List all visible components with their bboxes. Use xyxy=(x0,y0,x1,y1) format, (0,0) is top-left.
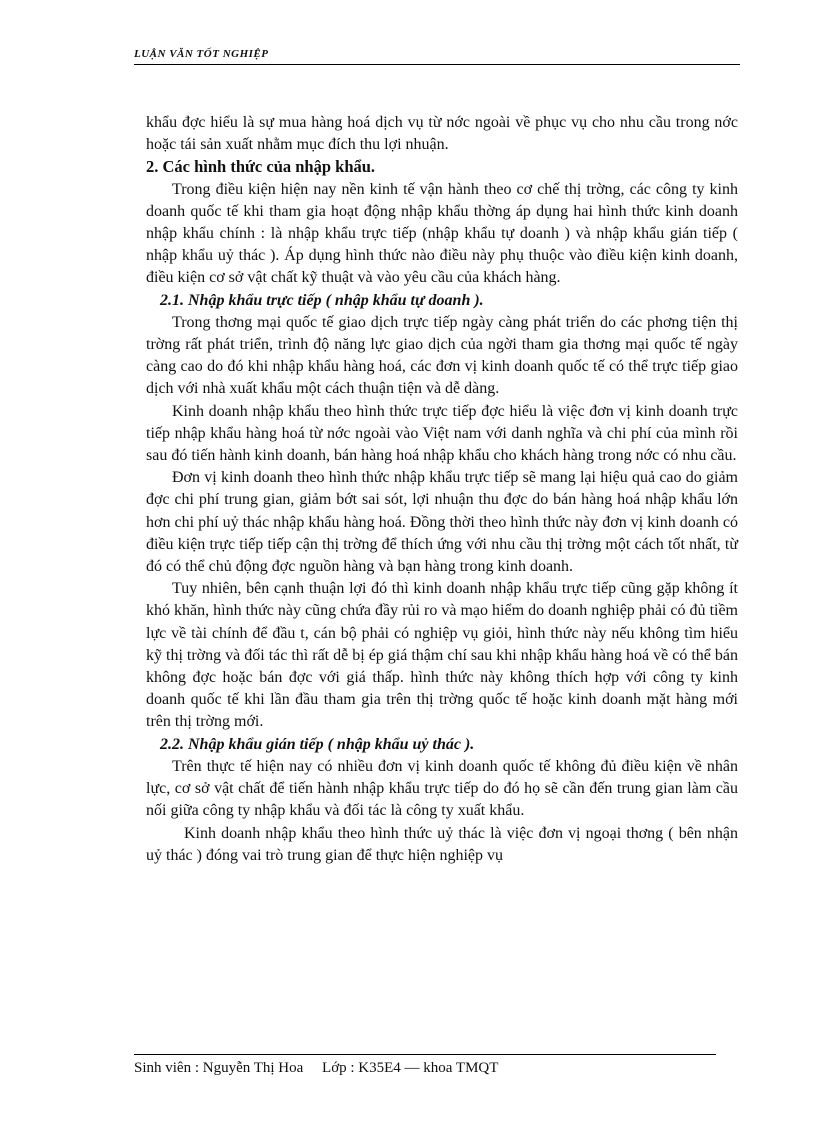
header-title: LUẬN VĂN TỐT NGHIỆP xyxy=(134,48,269,60)
paragraph-forms-intro: Trong điều kiện hiện nay nền kinh tế vận hành theo cơ chế thị trờng, các công ty kinh doanh quốc tế khi tham gia hoạt động nhập khẩu thờng áp dụng hai hình thức kinh doanh nhập khẩu chính : là nhập khẩu trực tiếp (nhập khẩu tự doanh ) và nhập khẩu gián tiếp ( nhập khẩu uỷ thác ). Áp dụng hình thức nào điều này phụ thuộc vào điều kiện kinh doanh, điều kiện cơ sở vật chất kỹ thuật và vào yêu cầu của khách hàng. xyxy=(146,180,738,287)
paragraph-direct-trade: Trong thơng mại quốc tế giao dịch trực tiếp ngày càng phát triển do các phơng tiện thị trờng rất phát triển, trình độ năng lực giao dịch của ngời tham gia thơng mại quốc tế ngày càng cao do đó khi nhập khẩu hàng hoá, các đơn vị kinh doanh quốc tế có thể trực tiếp giao dịch với nhà xuất khẩu một cách thuận tiện và dễ dàng. xyxy=(146,313,738,398)
paragraph-indirect-definition: Kinh doanh nhập khẩu theo hình thức uỷ thác là việc đơn vị ngoại thơng ( bên nhận uỷ thác ) đóng vai trò trung gian để thực hiện nghiệp vụ xyxy=(146,824,738,864)
paragraph-continuation: khẩu đợc hiểu là sự mua hàng hoá dịch vụ từ nớc ngoài về phục vụ cho nhu cầu trong nớc hoặc tái sản xuất nhằm mục đích thu lợi nhuận. xyxy=(146,114,738,154)
paragraph-direct-benefits: Đơn vị kinh doanh theo hình thức nhập khẩu trực tiếp sẽ mang lại hiệu quả cao do giảm đợc chi phí trung gian, giảm bớt sai sót, lợi nhuận thu đợc do bán hàng hoá nhập khẩu lớn hơn chi phí uỷ thác nhập khẩu hàng hoá. Đồng thời theo hình thức này đơn vị kinh doanh có điều kiện trực tiếp tiếp cận thị trờng để thích ứng với nhu cầu thị trờng một cách tốt nhất, từ đó có thể chủ động đợc nguồn hàng và bạn hàng trong kinh doanh. xyxy=(146,469,738,576)
footer-student-info: Sinh viên : Nguyễn Thị Hoa Lớp : K35E4 — khoa TMQT xyxy=(134,1060,499,1076)
section-heading-import-forms: 2. Các hình thức của nhập khẩu. xyxy=(146,157,376,177)
subsection-heading-indirect-import: 2.2. Nhập khẩu gián tiếp ( nhập khẩu uỷ thác ). xyxy=(160,735,475,753)
page-header xyxy=(134,48,740,66)
subsection-heading-direct-import: 2.1. Nhập khẩu trực tiếp ( nhập khẩu tự doanh ). xyxy=(160,291,484,309)
paragraph-indirect-intro: Trên thực tế hiện nay có nhiều đơn vị kinh doanh quốc tế không đủ điều kiện về nhân lực, cơ sở vật chất để tiến hành nhập khẩu trực tiếp do đó họ sẽ cần đến trung gian làm cầu nối giữa công ty nhập khẩu và đối tác là công ty xuất khẩu. xyxy=(146,757,738,820)
paragraph-direct-definition: Kinh doanh nhập khẩu theo hình thức trực tiếp đợc hiểu là việc đơn vị kinh doanh trực tiếp nhập khẩu hàng hoá từ nớc ngoài vào Việt nam với danh nghĩa và chi phí của mình rồi sau đó tiến hành kinh doanh, bán hàng hoá nhập khẩu cho khách hàng trong nớc có nhu cầu. xyxy=(146,402,738,465)
document-body xyxy=(146,112,738,867)
footer-rule xyxy=(134,1054,716,1055)
paragraph-direct-risks: Tuy nhiên, bên cạnh thuận lợi đó thì kinh doanh nhập khẩu trực tiếp cũng gặp không ít khó khăn, hình thức này cũng chứa đầy rủi ro và mạo hiểm do doanh nghiệp phải có đủ tiềm lực về tài chính để đầu t, cán bộ phải có nghiệp vụ giỏi, hình thức này nếu không tìm hiểu kỹ thị trờng và đối tác thì rất dễ bị ép giá thậm chí sau khi nhập khẩu hàng hoá về có thể bán không đợc hoặc bán đợc với giá thấp. hình thức này không thích hợp với công ty kinh doanh quốc tế khi lần đầu tham gia trên thị trờng quốc tế hoặc kinh doanh mặt hàng mới trên thị trờng mới. xyxy=(146,580,738,731)
header-rule xyxy=(134,64,740,65)
